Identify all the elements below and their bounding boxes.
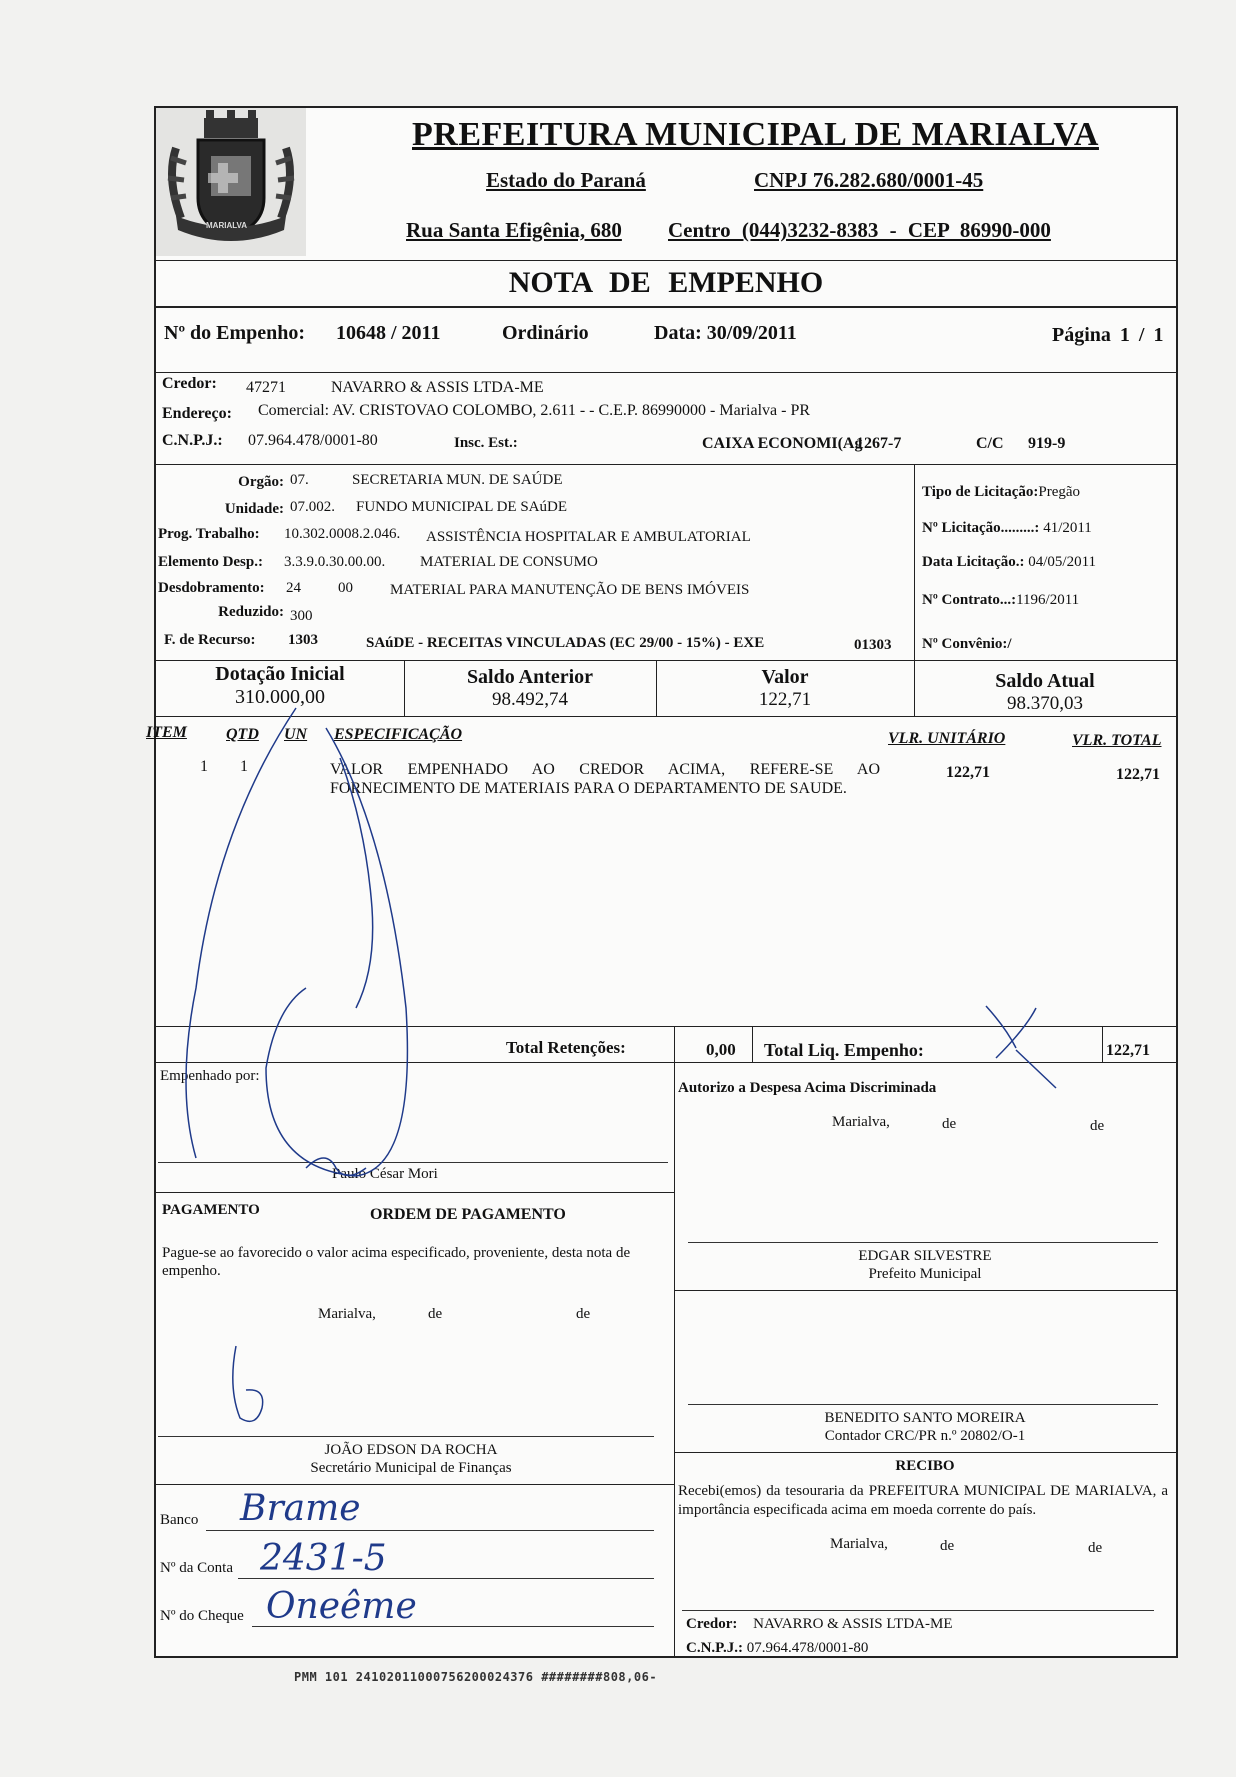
credor-cnpj: 07.964.478/0001-80 xyxy=(248,432,378,449)
conta-label: Nº da Conta xyxy=(160,1560,233,1576)
banco-label: Banco xyxy=(160,1512,199,1528)
unidade-label: Unidade: xyxy=(224,501,284,517)
licitacao-convenio: Nº Convênio:/ xyxy=(922,636,1012,652)
pagamento-label: PAGAMENTO xyxy=(162,1202,260,1218)
credor-cnpj-label: C.N.P.J.: xyxy=(162,432,223,449)
autorizo-de2: de xyxy=(1090,1118,1105,1134)
credor-label: Credor: xyxy=(162,375,217,392)
elem-code: 3.3.9.0.30.00.00. xyxy=(284,554,386,570)
empenho-page: Página 1 / 1 xyxy=(1052,324,1164,346)
items-header-total: VLR. TOTAL xyxy=(1072,732,1162,749)
valor-label: Valor xyxy=(761,666,809,688)
doc-title: NOTA DE EMPENHO xyxy=(508,266,824,299)
licitacao-contrato-label: Nº Contrato...: xyxy=(922,592,1017,608)
licitacao-data-label: Data Licitação.: xyxy=(922,554,1025,570)
footer-code: PMM 101 24102011000756200024376 ########808,06- xyxy=(294,1670,658,1684)
banco-value: Brame xyxy=(240,1488,361,1529)
signature-strokes xyxy=(156,108,1180,1660)
pagamento-name: JOÃO EDSON DA ROCHA xyxy=(324,1442,498,1458)
fonte-label: F. de Recurso: xyxy=(164,632,256,648)
atual-value: 98.370,03 xyxy=(1007,693,1083,714)
red-label: Reduzido: xyxy=(218,604,284,620)
prog-label: Prog. Trabalho: xyxy=(158,526,260,542)
crest-text: MARIALVA xyxy=(206,221,248,230)
cc-label: C/C xyxy=(976,435,1004,452)
credor-code: 47271 xyxy=(246,379,286,396)
pagamento-text: Pague-se ao favorecido o valor acima especificado, proveniente, desta nota de empenho. xyxy=(162,1245,631,1279)
licitacao-tipo-value: Pregão xyxy=(1038,484,1081,500)
autorizo-de1: de xyxy=(942,1116,957,1132)
licitacao-num-label: Nº Licitação.........: xyxy=(922,520,1040,536)
recibo-cnpj-label: C.N.P.J.: xyxy=(686,1640,743,1656)
prog-name: ASSISTÊNCIA HOSPITALAR E AMBULATORIAL xyxy=(426,529,751,545)
item-number: 1 xyxy=(200,758,208,775)
recibo-credor-label: Credor: xyxy=(686,1616,738,1632)
cheque-label: Nº do Cheque xyxy=(160,1608,244,1624)
orgao-code: 07. xyxy=(290,472,309,488)
pagamento-role: Secretário Municipal de Finanças xyxy=(310,1460,512,1476)
anterior-value: 98.492,74 xyxy=(492,689,568,710)
prog-code: 10.302.0008.2.046. xyxy=(284,526,401,542)
recibo-de2: de xyxy=(1088,1540,1103,1556)
desd-code2: 00 xyxy=(338,580,353,596)
licitacao-tipo-label: Tipo de Licitação: xyxy=(922,484,1039,500)
address-label: Endereço: xyxy=(162,405,232,422)
licitacao-num-value: 41/2011 xyxy=(1043,520,1092,536)
licitacao-data-value: 04/05/2011 xyxy=(1028,554,1097,570)
recibo-cnpj-value: 07.964.478/0001-80 xyxy=(746,1640,869,1656)
licitacao-contrato-value: 1196/2011 xyxy=(1016,592,1080,608)
dotacao-label: Dotação Inicial xyxy=(215,663,345,685)
items-header-un: UN xyxy=(284,726,308,743)
empenhado-name: Paulo César Mori xyxy=(332,1166,438,1182)
autorizo-name: EDGAR SILVESTRE xyxy=(858,1248,992,1264)
recibo-title: RECIBO xyxy=(895,1458,955,1474)
contador-role: Contador CRC/PR n.º 20802/O-1 xyxy=(824,1428,1026,1444)
red-value: 300 xyxy=(290,608,313,624)
pagamento-place: Marialva, xyxy=(318,1306,376,1322)
cheque-value: Oneême xyxy=(266,1586,417,1627)
header-title: PREFEITURA MUNICIPAL DE MARIALVA xyxy=(412,116,1099,153)
retencoes-label: Total Retenções: xyxy=(506,1038,626,1057)
header-cnpj: CNPJ 76.282.680/0001-45 xyxy=(754,168,984,192)
item-qtd: 1 xyxy=(240,758,248,775)
autorizo-label: Autorizo a Despesa Acima Discriminada xyxy=(678,1080,937,1096)
insc-label: Insc. Est.: xyxy=(454,435,518,451)
unidade-name: FUNDO MUNICIPAL DE SAúDE xyxy=(356,499,567,515)
empenho-date: Data: 30/09/2011 xyxy=(654,322,797,344)
dotacao-value: 310.000,00 xyxy=(235,686,325,708)
fonte-name: SAúDE - RECEITAS VINCULADAS (EC 29/00 - 15%) - EXE xyxy=(366,635,765,651)
conta-value: 2431-5 xyxy=(260,1538,387,1579)
credor-address: Comercial: AV. CRISTOVAO COLOMBO, 2.611 - - C.E.P. 86990000 - Marialva - PR xyxy=(258,402,811,419)
empenhado-label: Empenhado por: xyxy=(160,1068,260,1084)
header-state: Estado do Paraná xyxy=(486,168,646,192)
pagamento-de1: de xyxy=(428,1306,443,1322)
orgao-name: SECRETARIA MUN. DE SAÚDE xyxy=(352,472,563,488)
item-spec: VALOR EMPENHADO AO CREDOR ACIMA, REFERE-SE AO FORNECIMENTO DE MATERIAIS PARA O DEPARTAMENTO DE SAUDE. xyxy=(330,761,880,797)
fonte-num: 01303 xyxy=(854,637,892,653)
header-address: Rua Santa Efigênia, 680 xyxy=(406,218,622,242)
elem-name: MATERIAL DE CONSUMO xyxy=(420,554,598,570)
item-total-value: 122,71 xyxy=(1116,766,1160,783)
credor-name: NAVARRO & ASSIS LTDA-ME xyxy=(331,379,544,396)
autorizo-place: Marialva, xyxy=(832,1114,890,1130)
orgao-label: Orgão: xyxy=(238,474,284,490)
desd-label: Desdobramento: xyxy=(158,580,265,596)
credor-cc: 919-9 xyxy=(1028,435,1066,452)
pagamento-de2: de xyxy=(576,1306,591,1322)
anterior-label: Saldo Anterior xyxy=(466,666,594,688)
recibo-credor-name: NAVARRO & ASSIS LTDA-ME xyxy=(753,1616,953,1632)
recibo-place: Marialva, xyxy=(830,1536,888,1552)
recibo-de1: de xyxy=(940,1538,955,1554)
unidade-code: 07.002. xyxy=(290,499,335,515)
retencoes-value: 0,00 xyxy=(706,1040,736,1059)
items-header-unit: VLR. UNITÁRIO xyxy=(888,730,1006,747)
credor-agency: 1267-7 xyxy=(856,435,902,452)
atual-label: Saldo Atual xyxy=(995,670,1095,692)
items-header-spec: ESPECIFICAÇÃO xyxy=(334,726,463,743)
items-header-qtd: QTD xyxy=(226,726,259,743)
empenho-document xyxy=(146,106,1178,1658)
valor-value: 122,71 xyxy=(758,689,812,710)
desd-name: MATERIAL PARA MANUTENÇÃO DE BENS IMÓVEIS xyxy=(390,582,750,598)
liq-value: 122,71 xyxy=(1106,1042,1150,1059)
empenho-type: Ordinário xyxy=(502,322,589,344)
credor-bank: CAIXA ECONOMI(Ag xyxy=(702,435,863,452)
header-address-rest-text: Centro (044)3232-8383 - CEP 86990-000 xyxy=(668,218,1051,242)
empenho-label: Nº do Empenho: xyxy=(164,322,306,344)
desd-code1: 24 xyxy=(286,580,301,596)
recibo-text: Recebi(emos) da tesouraria da PREFEITURA MUNICIPAL DE MARIALVA, a importância especificada acima em moeda corrente do país. xyxy=(678,1483,1168,1518)
contador-name: BENEDITO SANTO MOREIRA xyxy=(824,1410,1026,1426)
ordem-pagamento: ORDEM DE PAGAMENTO xyxy=(370,1206,566,1223)
liq-label: Total Liq. Empenho: xyxy=(764,1040,924,1060)
elem-label: Elemento Desp.: xyxy=(158,554,263,570)
item-unit-value: 122,71 xyxy=(946,764,990,781)
autorizo-role: Prefeito Municipal xyxy=(868,1266,982,1282)
fonte-code: 1303 xyxy=(288,632,318,648)
items-header-item: ITEM xyxy=(146,724,187,741)
empenho-number: 10648 / 2011 xyxy=(336,322,441,344)
